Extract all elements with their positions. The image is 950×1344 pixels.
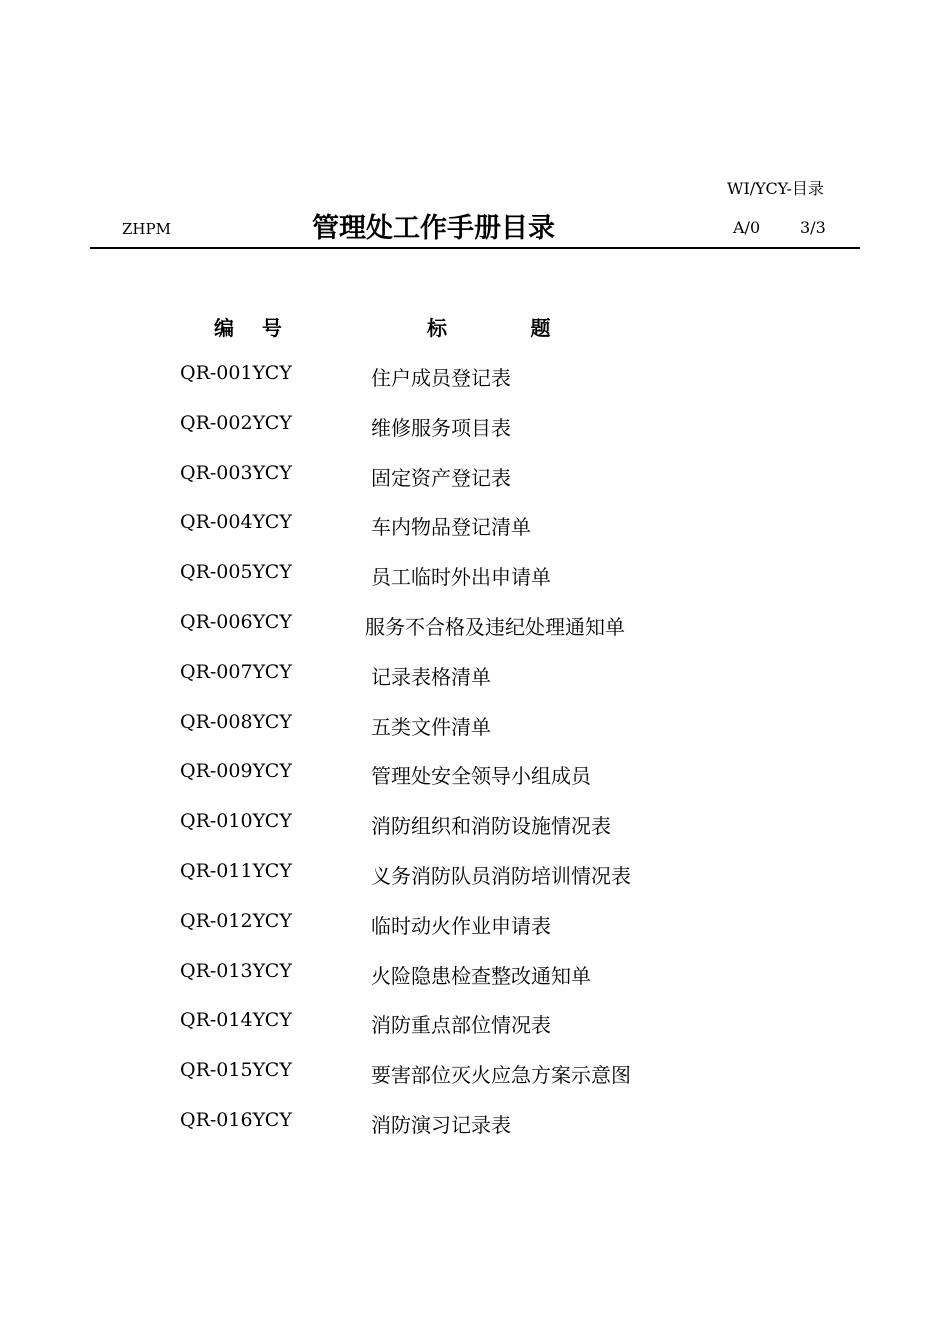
entry-code: QR-009YCY [180, 760, 292, 783]
list-item [0, 462, 950, 512]
document-header [90, 200, 860, 248]
company-code: ZHPM [122, 220, 171, 238]
entry-title: 维修服务项目表 [371, 415, 511, 440]
document-code: WI/YCY-目录 [727, 179, 824, 198]
entry-code: QR-010YCY [180, 810, 292, 833]
entry-title: 消防组织和消防设施情况表 [371, 814, 611, 839]
version-label: A/0 [733, 218, 761, 237]
list-item [0, 661, 950, 711]
entry-code: QR-006YCY [180, 610, 292, 633]
list-item [0, 511, 950, 561]
entry-code: QR-016YCY [180, 1108, 292, 1131]
list-item [0, 1059, 950, 1109]
list-item [0, 960, 950, 1010]
entry-code: QR-001YCY [180, 362, 292, 384]
list-item [0, 810, 950, 860]
entry-code: QR-014YCY [180, 1009, 292, 1032]
column-header-title: 标 题 [427, 316, 551, 340]
entry-code: QR-015YCY [180, 1059, 292, 1082]
entry-code: QR-011YCY [180, 859, 292, 882]
page-title: 管理处工作手册目录 [312, 213, 555, 244]
list-item [0, 711, 950, 761]
list-item [0, 1109, 950, 1159]
entry-code: QR-002YCY [180, 411, 292, 434]
entry-title: 五类文件清单 [371, 714, 491, 739]
entry-title: 临时动火作业申请表 [371, 913, 551, 938]
list-item [0, 362, 950, 412]
page-number: 3/3 [800, 218, 826, 237]
entry-code: QR-008YCY [180, 710, 292, 733]
list-item [0, 561, 950, 611]
list-item [0, 412, 950, 462]
entry-code: QR-012YCY [180, 909, 292, 932]
entry-title: 要害部位灭火应急方案示意图 [371, 1063, 631, 1088]
entry-title: 记录表格清单 [371, 664, 491, 689]
entry-title: 服务不合格及违纪处理通知单 [365, 614, 625, 639]
entry-title: 员工临时外出申请单 [371, 565, 551, 590]
entry-title: 住户成员登记表 [371, 366, 511, 390]
entry-code: QR-004YCY [180, 511, 292, 534]
entry-title: 义务消防队员消防培训情况表 [371, 863, 631, 888]
column-header-number: 编 号 [214, 316, 282, 340]
list-item [0, 1009, 950, 1059]
entry-title: 固定资产登记表 [371, 465, 511, 490]
entry-title: 火险隐患检查整改通知单 [371, 963, 591, 988]
entry-code: QR-013YCY [180, 959, 292, 982]
contents-list [0, 362, 950, 1159]
entry-title: 消防演习记录表 [371, 1112, 511, 1137]
list-item [0, 611, 950, 661]
list-item [0, 760, 950, 810]
list-item [0, 910, 950, 960]
entry-title: 管理处安全领导小组成员 [371, 764, 591, 789]
entry-title: 消防重点部位情况表 [371, 1013, 551, 1038]
entry-title: 车内物品登记清单 [371, 515, 531, 540]
header-divider [90, 247, 860, 249]
entry-code: QR-005YCY [180, 561, 292, 584]
list-item [0, 860, 950, 910]
entry-code: QR-007YCY [180, 660, 292, 683]
entry-code: QR-003YCY [180, 461, 292, 484]
